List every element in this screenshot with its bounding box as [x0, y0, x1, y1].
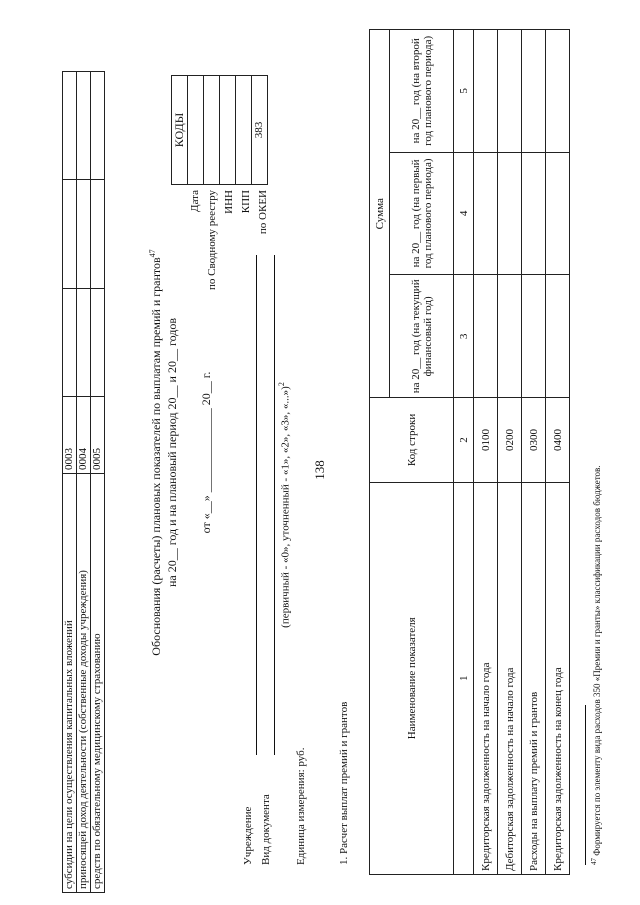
row-name: Расходы на выплату премий и грантов	[522, 482, 546, 874]
column-number: 4	[454, 152, 474, 275]
row-value	[522, 30, 546, 153]
header-period-3: на 20__ год (на второй год планового периода)	[390, 30, 454, 153]
table-row	[91, 72, 105, 893]
row-value	[546, 152, 570, 275]
table-cell	[77, 288, 91, 396]
table-cell	[77, 72, 91, 180]
page-number: 138	[312, 460, 327, 480]
row-name: Кредиторская задолженность на конец года	[546, 482, 570, 874]
table-row	[63, 72, 77, 893]
code-label-date: Дата	[189, 190, 201, 212]
table-cell	[91, 72, 105, 180]
footnote-mark: 47	[590, 858, 598, 865]
row-value	[498, 152, 522, 275]
table-row	[522, 30, 546, 875]
top-table	[62, 71, 105, 893]
header-code: Код строки	[370, 398, 454, 482]
main-table	[369, 29, 570, 875]
footnote-text: Формируется по элементу вида расходов 350 «Премии и гранты» классификации расходов бюджетов.	[592, 465, 602, 856]
header-name: Наименование показателя	[370, 482, 454, 874]
doc-type-field	[274, 255, 275, 755]
doc-type-hint	[277, 255, 292, 755]
table-cell-name: средств по обязательному медицинскому страхованию	[91, 474, 105, 893]
row-value	[498, 30, 522, 153]
table-row	[498, 30, 522, 875]
footnote	[590, 465, 602, 865]
date-line: от «__» ______________ 20__ г.	[199, 371, 213, 534]
table-cell	[91, 180, 105, 288]
code-label-registry: по Сводному реестру	[206, 190, 218, 290]
row-value	[474, 152, 498, 275]
unit-label: Единица измерения: руб.	[295, 747, 307, 865]
row-code: 0400	[546, 398, 570, 482]
title-line-2: на 20__ год и на плановый период 20__ и 20__ годов	[165, 318, 179, 588]
table-cell	[77, 180, 91, 288]
row-value	[498, 275, 522, 398]
codes-header: КОДЫ	[172, 76, 188, 185]
code-label-okei: по ОКЕИ	[257, 190, 269, 235]
table-cell-code: 0004	[77, 397, 91, 474]
row-value	[546, 30, 570, 153]
table-cell-name: приносящей доход деятельности (собственные доходы учреждения)	[77, 474, 91, 893]
institution-field	[256, 255, 257, 755]
row-name: Кредиторская задолженность на начало года	[474, 482, 498, 874]
code-value-kpp	[236, 76, 252, 185]
row-code: 0300	[522, 398, 546, 482]
footnote-mark: 2	[277, 382, 286, 387]
row-value	[522, 275, 546, 398]
row-name: Дебиторская задолженность на начало года	[498, 482, 522, 874]
header-period-2: на 20__ год (на первый год планового периода)	[390, 152, 454, 275]
column-number: 2	[454, 398, 474, 482]
header-period-1: на 20__ год (на текущий финансовый год)	[390, 275, 454, 398]
doc-type-label: Вид документа	[260, 794, 272, 865]
footnote-rule	[585, 705, 586, 865]
code-label-kpp: КПП	[240, 190, 252, 214]
code-value-registry	[204, 76, 220, 185]
column-number: 1	[454, 482, 474, 874]
column-number: 5	[454, 30, 474, 153]
table-cell	[91, 288, 105, 396]
code-value-date	[188, 76, 204, 185]
row-value	[474, 275, 498, 398]
table-cell	[63, 72, 77, 180]
section-title: 1. Расчет выплат премий и грантов	[338, 701, 350, 865]
codes-table	[171, 75, 268, 185]
column-number: 3	[454, 275, 474, 398]
row-code: 0200	[498, 398, 522, 482]
table-cell-name: субсидии на цели осуществления капитальных вложений	[63, 474, 77, 893]
code-value-okei: 383	[252, 76, 268, 185]
document-title	[148, 0, 164, 905]
title-line-1: Обоснования (расчеты) плановых показателей по выплатам премий и грантов	[149, 257, 163, 656]
code-label-inn: ИНН	[223, 190, 235, 214]
row-value	[522, 152, 546, 275]
table-row	[77, 72, 91, 893]
footnote-mark: 47	[148, 249, 157, 258]
row-code: 0100	[474, 398, 498, 482]
table-cell	[63, 180, 77, 288]
doc-type-hint-text: (первичный - «0», уточненный - «1», «2», «3», «...»)	[279, 386, 292, 628]
code-value-inn	[220, 76, 236, 185]
institution-label: Учреждение	[242, 806, 254, 865]
row-value	[474, 30, 498, 153]
table-cell	[63, 288, 77, 396]
row-value	[546, 275, 570, 398]
table-cell-code: 0003	[63, 397, 77, 474]
table-row	[546, 30, 570, 875]
table-row	[474, 30, 498, 875]
header-sum: Сумма	[370, 30, 390, 398]
table-cell-code: 0005	[91, 397, 105, 474]
